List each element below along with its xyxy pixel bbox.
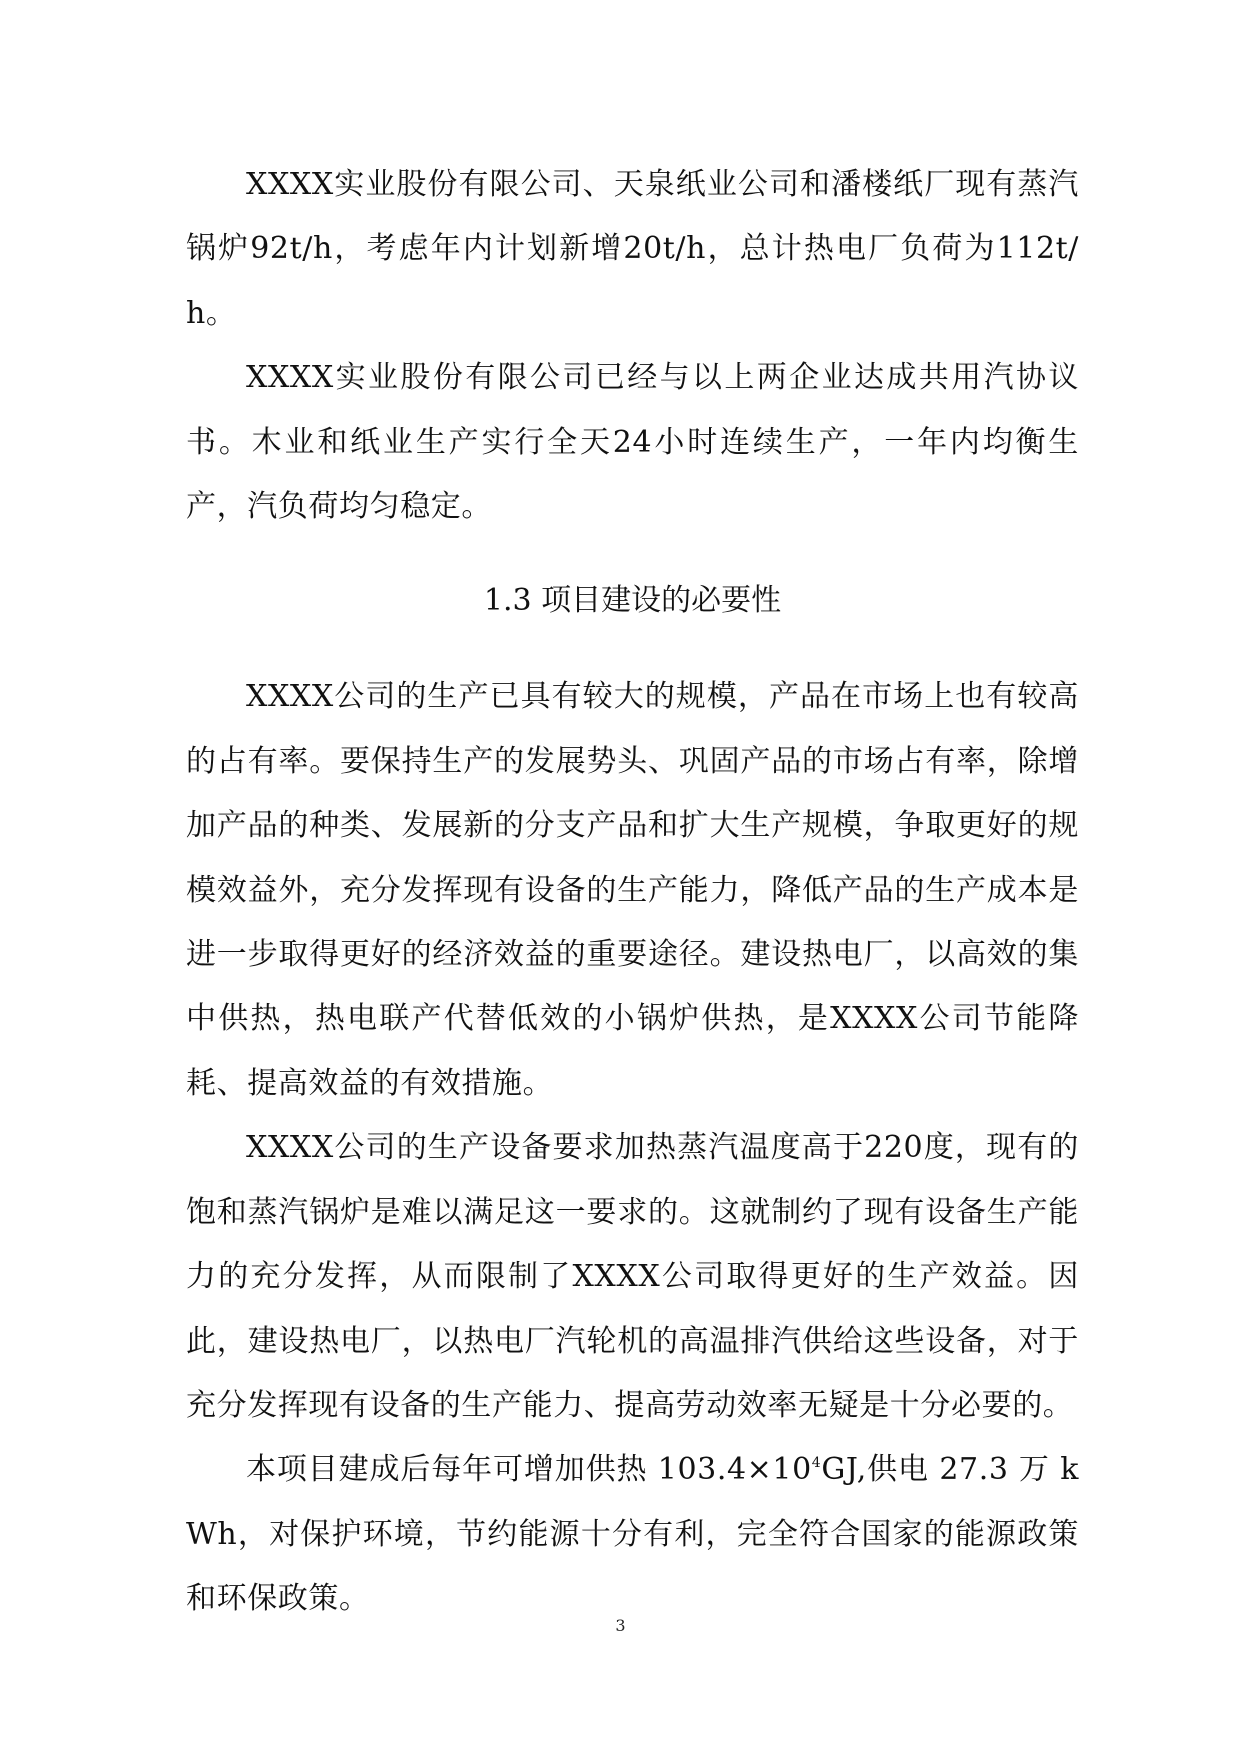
- section-heading: 1.3 项目建设的必要性: [483, 583, 782, 619]
- paragraph-benefit: [186, 1438, 1079, 1631]
- benefit-superscript: 4: [811, 1455, 822, 1472]
- benefit-text-start: 本项目建成后每年可增加供热 103.4×10: [246, 1452, 812, 1488]
- benefit-text-end: GJ,供电 27.3 万 kWh，对保护环境，节约能源十分有利，完全符合国家的能源政策和环保政策。: [186, 1452, 1079, 1617]
- paragraph-agreement: XXXX实业股份有限公司已经与以上两企业达成共用汽协议书。木业和纸业生产实行全天24小时连续生产，一年内均衡生产，汽负荷均匀稳定。: [186, 360, 1079, 525]
- paragraph-scale: XXXX公司的生产已具有较大的规模，产品在市场上也有较高的占有率。要保持生产的发展势头、巩固产品的市场占有率，除增加产品的种类、发展新的分支产品和扩大生产规模，争取更好的规模效益外，充分发挥现有设备的生产能力，降低产品的生产成本是进一步取得更好的经济效益的重要途径。建设热电厂，以高效的集中供热，热电联产代替低效的小锅炉供热，是XXXX公司节能降耗、提高效益的有效措施。: [186, 679, 1079, 1101]
- page-number: 3: [615, 1616, 626, 1635]
- paragraph-load: XXXX实业股份有限公司、天泉纸业公司和潘楼纸厂现有蒸汽锅炉92t/h，考虑年内计划新增20t/h，总计热电厂负荷为112t/h。: [186, 167, 1079, 331]
- paragraph-equipment: XXXX公司的生产设备要求加热蒸汽温度高于220度，现有的饱和蒸汽锅炉是难以满足这一要求的。这就制约了现有设备生产能力的充分发挥，从而限制了XXXX公司取得更好的生产效益。因此，建设热电厂，以热电厂汽轮机的高温排汽供给这些设备，对于充分发挥现有设备的生产能力、提高劳动效率无疑是十分必要的。: [186, 1130, 1079, 1423]
- document-body: [186, 153, 1079, 1632]
